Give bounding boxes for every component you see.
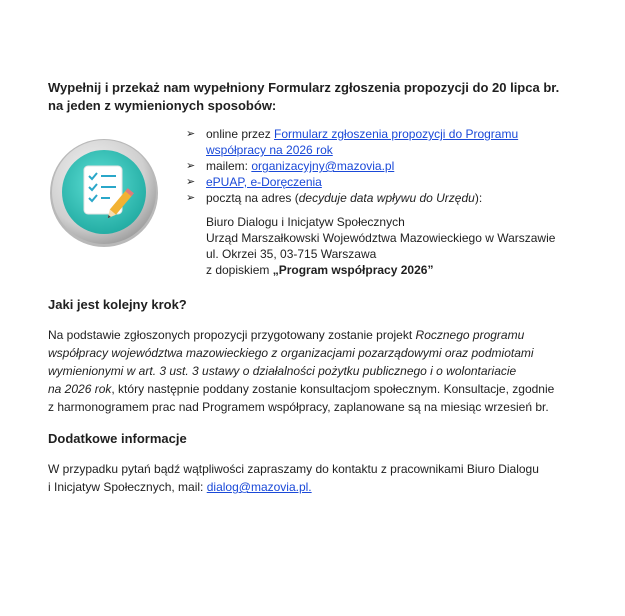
- heading-line-2: na jeden z wymienionych sposobów:: [48, 98, 277, 113]
- mail-link[interactable]: organizacyjny@mazovia.pl: [251, 159, 395, 173]
- arrowhead-bullet-icon: ➢: [186, 176, 196, 188]
- list-item-online: ➢ online przez Formularz zgłoszenia propozycji do Programu współpracy na 2026 rok: [186, 127, 519, 157]
- address-line-1: Biuro Dialogu i Inicjatyw Społecznych: [206, 215, 405, 229]
- submission-methods-list: [186, 126, 586, 278]
- form-heading: [48, 79, 588, 115]
- address-note: z dopiskiem „Program współpracy 2026”: [206, 263, 434, 277]
- postal-address: [186, 214, 586, 278]
- arrowhead-bullet-icon: ➢: [186, 128, 196, 140]
- address-line-2: Urząd Marszałkowski Województwa Mazowieckiego w Warszawie: [206, 231, 556, 245]
- dialog-mail-link[interactable]: dialog@mazovia.pl.: [206, 480, 312, 494]
- checklist-clipboard-icon: [48, 136, 160, 248]
- additional-info-title: Dodatkowe informacje: [48, 431, 187, 446]
- next-step-title: Jaki jest kolejny krok?: [48, 297, 187, 312]
- additional-info-paragraph: W przypadku pytań bądź wątpliwości zapraszamy do kontaktu z pracownikami Biuro Dialogu i Inicjatyw Społecznych, mail: dialog@mazovia.pl.: [48, 462, 539, 494]
- list-item-epuap: [186, 174, 586, 190]
- list-item-post: ➢ pocztą na adres (decyduje data wpływu do Urzędu):: [186, 191, 483, 205]
- address-line-3: ul. Okrzei 35, 03-715 Warszawa: [206, 247, 377, 261]
- heading-line-1: Wypełnij i przekaż nam wypełniony Formularz zgłoszenia propozycji do 20 lipca br.: [48, 80, 560, 95]
- next-step-paragraph: Na podstawie zgłoszonych propozycji przygotowany zostanie projekt Rocznego programu współpracy województwa mazowieckiego z organizacjami pozarządowymi oraz podmiotami wymienionymi w art. 3 ust. 3 ustawy o działalności pożytku publicznego i o wolontariacie na 2026 rok, który następnie poddany zostanie konsultacjom społecznym. Konsultacje, zgodnie z harmonogramem prac nad Programem współpracy, zaplanowane są na miesiąc wrzesień br.: [48, 328, 555, 414]
- epuap-link[interactable]: ePUAP, e-Doręczenia: [206, 175, 322, 189]
- list-item-mail: ➢ mailem: organizacyjny@mazovia.pl: [186, 159, 395, 173]
- form-link[interactable]: Formularz zgłoszenia propozycji do Programu współpracy na 2026 rok: [206, 127, 519, 157]
- arrowhead-bullet-icon: ➢: [186, 160, 196, 172]
- arrowhead-bullet-icon: ➢: [186, 192, 196, 204]
